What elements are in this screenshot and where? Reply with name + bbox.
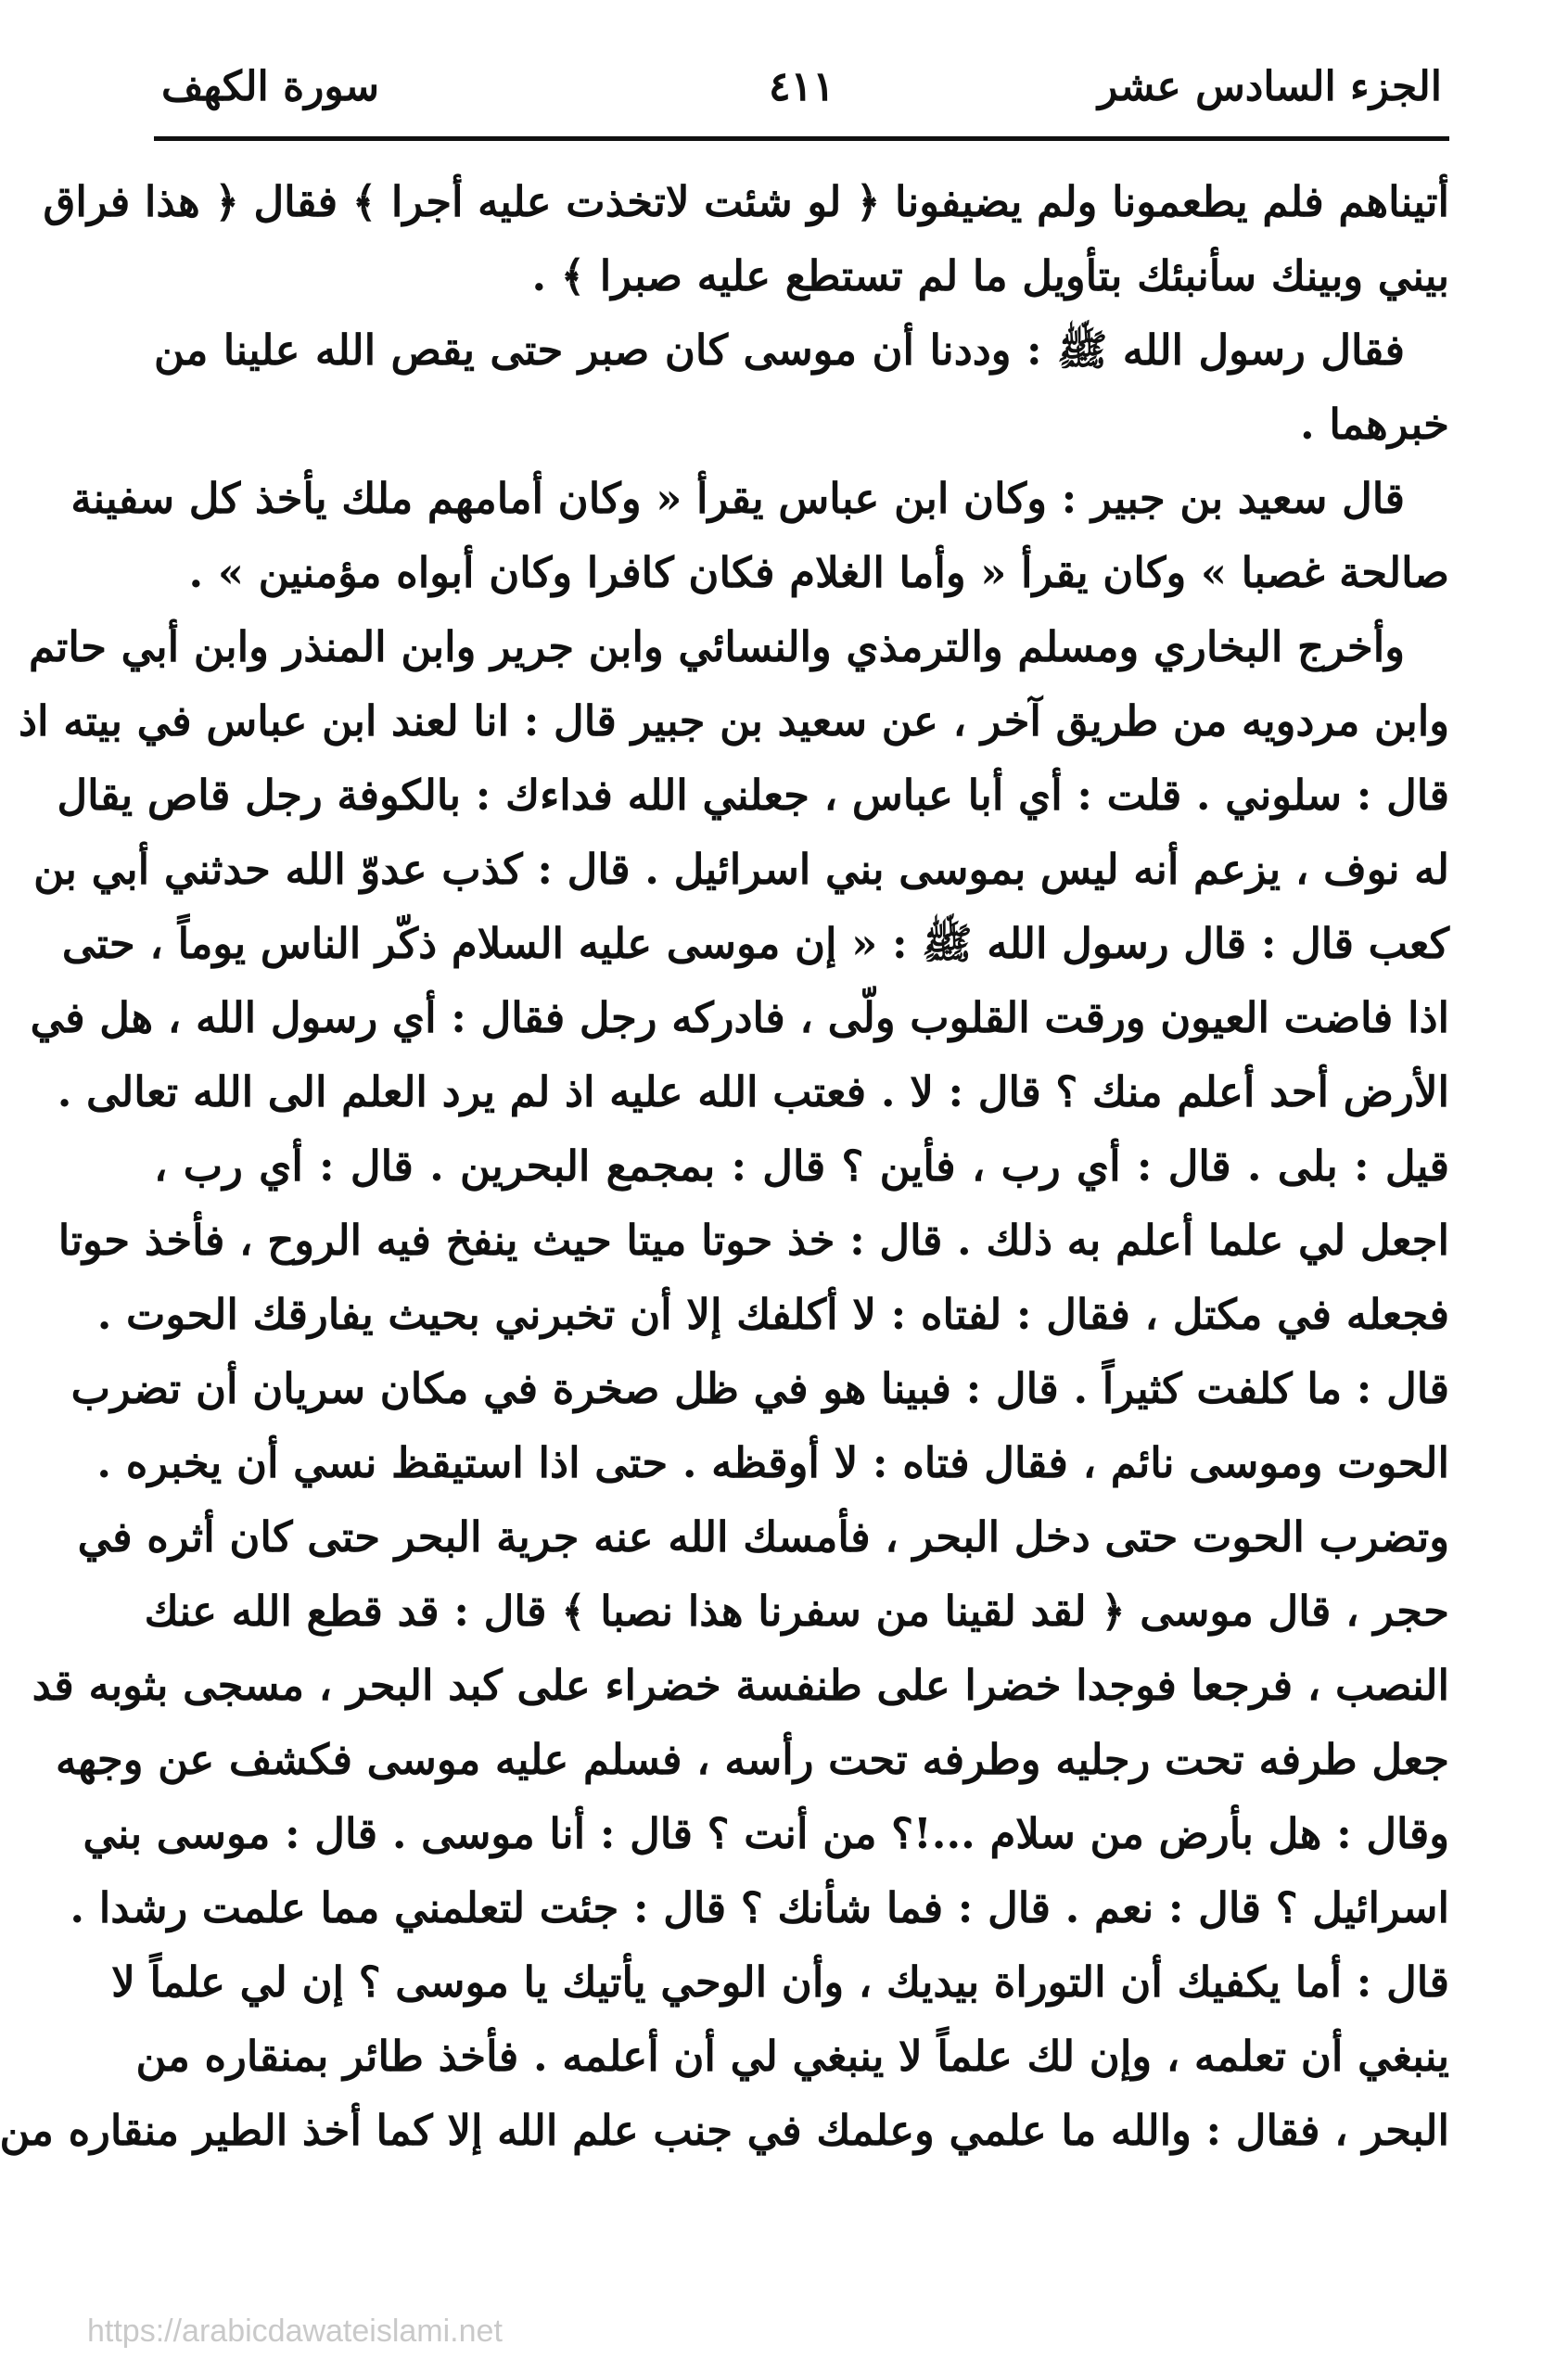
text-line: قال : سلوني . قلت : أي أبا عباس ، جعلني الله فداءك : بالكوفة رجل قاص يقال xyxy=(57,771,1449,820)
text-line: وأخرج البخاري ومسلم والترمذي والنسائي وابن جرير وابن المنذر وابن أبي حاتم xyxy=(28,622,1405,671)
text-line: خبرهما . xyxy=(1299,400,1449,449)
text-line: صالحة غصبا » وكان يقرأ « وأما الغلام فكان كافرا وكان أبواه مؤمنين » . xyxy=(188,548,1449,597)
text-line: النصب ، فرجعا فوجدا خضرا على طنفسة خضراء على كبد البحر ، مسجى بثوبه قد xyxy=(32,1661,1449,1710)
text-line: بيني وبينك سأنبئك بتأويل ما لم تستطع عليه صبرا ﴾ . xyxy=(531,251,1449,300)
running-head xyxy=(154,57,1449,132)
text-line: حجر ، قال موسى ﴿ لقد لقينا من سفرنا هذا نصبا ﴾ قال : قد قطع الله عنك xyxy=(144,1587,1449,1636)
text-line: قيل : بلى . قال : أي رب ، فأين ؟ قال : بمجمع البحرين . قال : أي رب ، xyxy=(154,1141,1449,1191)
text-line: اذا فاضت العيون ورقت القلوب ولّى ، فادركه رجل فقال : أي رسول الله ، هل في xyxy=(30,993,1449,1042)
text-line: قال سعيد بن جبير : وكان ابن عباس يقرأ « وكان أمامهم ملك يأخذ كل سفينة xyxy=(70,474,1405,523)
text-line: جعل طرفه تحت رجليه وطرفه تحت رأسه ، فسلم عليه موسى فكشف عن وجهه xyxy=(56,1735,1449,1784)
text-line: كعب قال : قال رسول الله ﷺ : « إن موسى عليه السلام ذكّر الناس يوماً ، حتى xyxy=(61,919,1449,968)
page-number: ٤١١ xyxy=(769,63,835,110)
text-line: البحر ، فقال : والله ما علمي وعلمك في جنب علم الله إلا كما أخذ الطير منقاره من xyxy=(0,2106,1449,2155)
watermark-url: https://arabicdawateislami.net xyxy=(87,2314,503,2349)
text-line: الحوت وموسى نائم ، فقال فتاه : لا أوقظه . حتى اذا استيقظ نسي أن يخبره . xyxy=(96,1438,1449,1487)
text-line: الأرض أحد أعلم منك ؟ قال : لا . فعتب الله عليه اذ لم يرد العلم الى الله تعالى . xyxy=(57,1067,1449,1116)
text-line: قال : أما يكفيك أن التوراة بيديك ، وأن الوحي يأتيك يا موسى ؟ إن لي علماً لا xyxy=(111,1957,1449,2007)
text-line: اسرائيل ؟ قال : نعم . قال : فما شأنك ؟ قال : جئت لتعلمني مما علمت رشدا . xyxy=(70,1883,1449,1932)
text-line: قال : ما كلفت كثيراً . قال : فبينا هو في ظل صخرة في مكان سريان أن تضرب xyxy=(70,1364,1449,1413)
text-line: له نوف ، يزعم أنه ليس بموسى بني اسرائيل . قال : كذب عدوّ الله حدثني أبي بن xyxy=(33,845,1449,894)
surah-title: سورة الكهف xyxy=(161,63,379,110)
header-rule xyxy=(154,136,1449,141)
part-title: الجزء السادس عشر xyxy=(1097,63,1442,110)
text-line: فقال رسول الله ﷺ : وددنا أن موسى كان صبر حتى يقص الله علينا من xyxy=(154,325,1405,375)
text-line: أتيناهم فلم يطعمونا ولم يضيفونا ﴿ لو شئت لاتخذت عليه أجرا ﴾ فقال ﴿ هذا فراق xyxy=(43,177,1449,226)
text-line: اجعل لي علما أعلم به ذلك . قال : خذ حوتا ميتا حيث ينفخ فيه الروح ، فأخذ حوتا xyxy=(57,1216,1449,1265)
text-line: وابن مردويه من طريق آخر ، عن سعيد بن جبير قال : انا لعند ابن عباس في بيته اذ xyxy=(18,696,1449,746)
text-line: فجعله في مكتل ، فقال : لفتاه : لا أكلفك إلا أن تخبرني بحيث يفارقك الحوت . xyxy=(96,1290,1449,1339)
body-text xyxy=(0,165,1449,2168)
text-line: وتضرب الحوت حتى دخل البحر ، فأمسك الله عنه جرية البحر حتى كان أثره في xyxy=(77,1512,1449,1562)
text-line: وقال : هل بأرض من سلام ...!؟ من أنت ؟ قال : أنا موسى . قال : موسى بني xyxy=(83,1809,1449,1858)
text-line: ينبغي أن تعلمه ، وإن لك علماً لا ينبغي لي أن أعلمه . فأخذ طائر بمنقاره من xyxy=(135,2032,1449,2081)
